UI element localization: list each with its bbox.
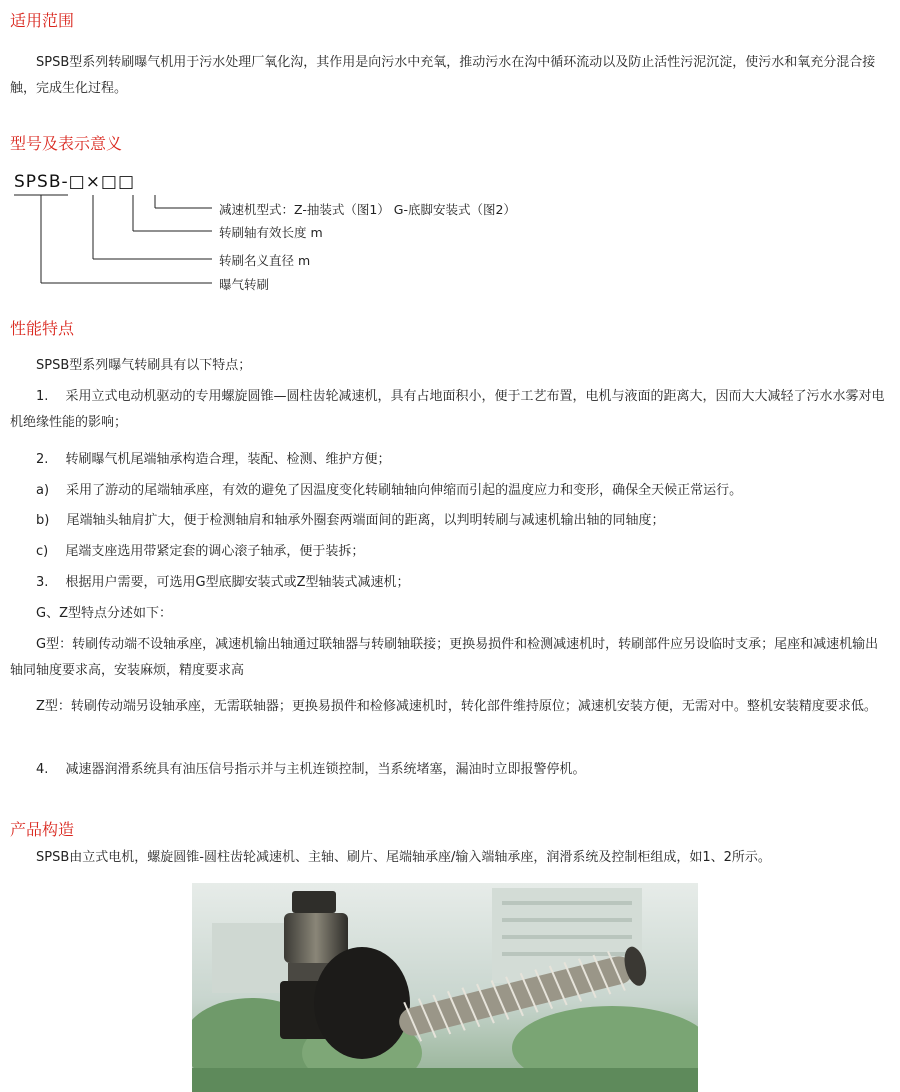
feature-g-type: G型：转刷传动端不设轴承座，减速机输出轴通过联轴器与转刷轴联接；更换易损件和检测减速机时，转刷部件应另设临时支承；尾座和减速机输出轴同轴度要求高，安装麻烦，精度要求高: [10, 637, 879, 678]
structure-text: SPSB由立式电机，螺旋圆锥-圆柱齿轮减速机、主轴、刷片、尾端轴承座/输入端轴承座，润滑系统及控制柜组成，如1、2所示。: [36, 850, 771, 865]
annotation-aeration-rotor: 曝气转刷: [219, 277, 270, 292]
heading-features: 性能特点: [10, 319, 75, 338]
scope-text: SPSB型系列转刷曝气机用于污水处理厂氧化沟，其作用是向污水中充氧，推动污水在沟中循环流动以及防止活性污泥沉淀，使污水和氧充分混合接触，完成生化过程。: [10, 55, 876, 96]
aerator-rotor-photo: [192, 883, 698, 1092]
feature-item-1: 1. 采用立式电动机驱动的专用螺旋圆锥—圆柱齿轮减速机，具有占地面积小，便于工艺布置，电机与液面的距离大，因而大大减轻了污水水雾对电机绝缘性能的影响；: [10, 389, 885, 430]
annotation-nominal-diameter: 转刷名义直径 m: [219, 253, 311, 268]
heading-model: 型号及表示意义: [10, 134, 123, 153]
feature-item-c: c) 尾端支座选用带紧定套的调心滚子轴承，便于装拆；: [36, 544, 365, 559]
feature-item-4: 4. 减速器润滑系统具有油压信号指示并与主机连锁控制，当系统堵塞，漏油时立即报警停机。: [36, 762, 586, 777]
feature-item-a: a) 采用了游动的尾端轴承座，有效的避免了因温度变化转刷轴轴向伸缩而引起的温度应力和变形，确保全天候正常运行。: [36, 483, 743, 498]
annotation-reducer-type: 减速机型式：Z-抽装式（图1） G-底脚安装式（图2）: [219, 202, 516, 217]
feature-intro: SPSB型系列曝气转刷具有以下特点；: [36, 358, 252, 373]
heading-structure: 产品构造: [10, 820, 75, 839]
feature-item-2: 2. 转刷曝气机尾端轴承构造合理，装配、检测、维护方便；: [36, 452, 391, 467]
feature-z-type: Z型：转刷传动端另设轴承座，无需联轴器；更换易损件和检修减速机时，转化部件维持原位；减速机安装方便，无需对中。整机安装精度要求低。: [36, 699, 877, 714]
feature-item-b: b) 尾端轴头轴肩扩大，便于检测轴肩和轴承外圈套两端面间的距离，以判明转刷与减速机输出轴的同轴度；: [36, 513, 665, 528]
feature-item-3: 3. 根据用户需要，可选用G型底脚安装式或Z型轴装式减速机；: [36, 575, 410, 590]
feature-gz-intro: G、Z型特点分述如下：: [36, 606, 172, 621]
annotation-shaft-length: 转刷轴有效长度 m: [219, 225, 323, 240]
heading-scope: 适用范围: [10, 11, 75, 30]
model-code-diagram: [0, 0, 900, 320]
model-code: SPSB-□×□□: [14, 172, 136, 192]
